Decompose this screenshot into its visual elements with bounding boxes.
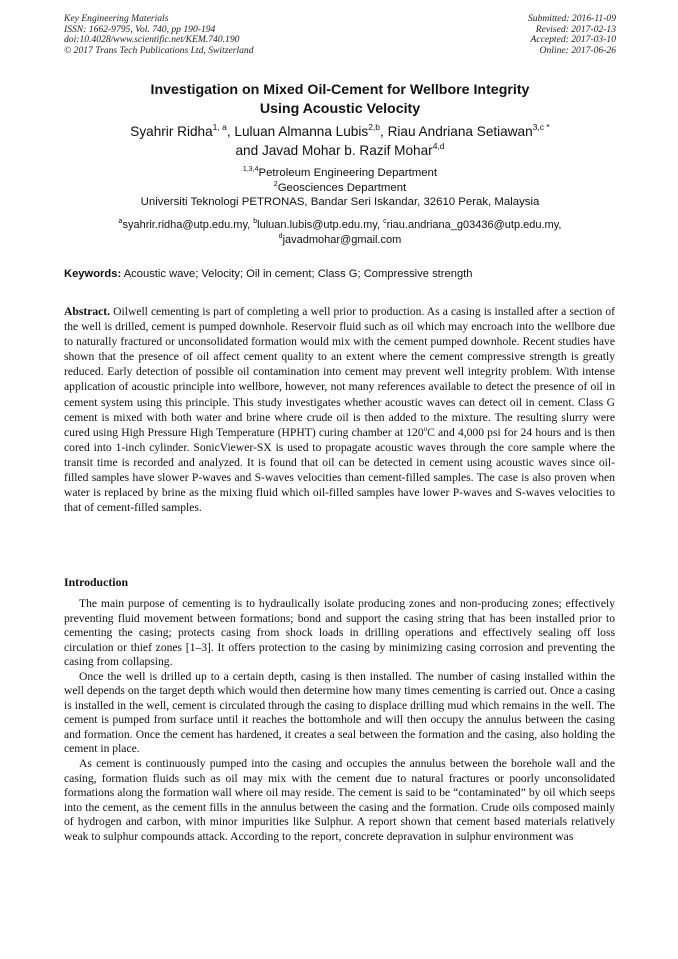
email-line-1 — [64, 218, 616, 233]
email-line-2 — [64, 233, 616, 248]
email-link[interactable]: javadmohar@gmail.com — [282, 233, 402, 246]
paper-title — [64, 81, 616, 119]
title-line-2: Using Acoustic Velocity — [259, 101, 421, 117]
revised-date: Revised: 2017-02-13 — [535, 23, 616, 35]
author-name: Luluan Almanna Lubis — [234, 124, 369, 139]
affiliation-text: Petroleum Engineering Department — [258, 167, 438, 179]
author-separator: and — [235, 143, 262, 158]
affiliation-2 — [64, 181, 616, 196]
paragraph: Once the well is drilled up to a certain depth, casing is then installed. The number of casing installed within the well depends on the target depth which would then determine how many times cementing is carried out. Once a casing is installed in the well, cement is circulated through the casing to displace drilling mud which remains in the well. The cement is pumped from surface until it reaches the bottomhole and will then occupy the annulus between the casing and formation. Once the cement has hardened, it creates a seal between the formation and the casing, also holding the cement in place. — [64, 669, 615, 756]
keywords-text: Acoustic wave; Velocity; Oil in cement; Class G; Compressive strength — [121, 268, 473, 280]
author-sup: 4,d — [432, 141, 445, 151]
affiliations — [64, 166, 616, 210]
university: Universiti Teknologi PETRONAS, Bandar Seri Iskandar, 32610 Perak, Malaysia — [140, 196, 540, 209]
copyright: © 2017 Trans Tech Publications Ltd, Switzerland — [64, 44, 254, 56]
author-line-2 — [64, 141, 616, 160]
dates-header — [528, 14, 616, 56]
affiliation-text: Geosciences Department — [277, 181, 407, 194]
author-line-1 — [64, 122, 616, 141]
section-heading-introduction: Introduction — [64, 575, 129, 589]
introduction-body — [64, 597, 615, 844]
abstract — [64, 304, 615, 515]
author-separator: , — [380, 124, 388, 139]
paragraph: As cement is continuously pumped into the casing and occupies the annulus between the borehole wall and the casing, formation fluids such as oil may mix with the cement due to natural fractures or poorly unconsolidated formations along the formation wall where oil may reside. The cement is said to be “contaminated” by oil which seeps into the cement, as the cement fills in the annulus between the casing and the formation. Crude oils composed mainly of hydrogen and carbon, with minor impurities like Sulphur. A report shown that cement based materials relatively weak to sulphur compounds attack. According to the report, concrete depravation in sulphur environment was — [64, 757, 615, 843]
email-link[interactable]: riau.andriana_g03436@utp.edu.my, — [386, 219, 562, 231]
author-name: Riau Andriana Setiawan — [387, 124, 533, 139]
abstract-text: Oilwell cementing is part of completing a well prior to production. As a casing is installed after a section of the well is drilled, cement is pumped downhole. Reservoir fluid such as oil which may encroach into the wellbore due to naturally fractured or unconsolidated formation would mix with the cement pumped downhole. Recent studies have shown that the presence of oil affect cement quality to an extent where the cement compressive strength is greatly reduced. Early detection of possible oil contamination into cement may prevent well integrity problem. With intense application of acoustic principle into wellbore, however, not many references available to detect the presence of oil in cement system using this principle. This study investigates whether acoustic waves can detect oil in cement. Class G cement is mixed with both water and brine where crude oil is then added to the mixture. The resulting slurry were cured using High Pressure High Temperature (HPHT) curing chamber at 120 — [64, 305, 615, 439]
affiliation-sup: 2 — [273, 180, 278, 188]
email-sup: b — [253, 218, 258, 225]
abstract-label: Abstract. — [64, 305, 111, 318]
online-date: Online: 2017-06-26 — [539, 44, 616, 56]
abstract-text: C and 4,000 psi for 24 hours and is then cored into 1-inch cylinder. SonicViewer-SX is used to propagate acoustic waves through the core sample where the transit time is recorded and analyzed. It is found that oil can be detected in cement using acoustic waves since oil-filled samples have slower P-waves and S-waves velocities than cement-filled samples. The case is also proven when water is replaced by brine as the mixing fluid which oil-filled samples have lower P-waves and S-waves velocities to that of cement-filled samples. — [64, 425, 615, 515]
email-link[interactable]: luluan.lubis@utp.edu.my, — [257, 219, 384, 231]
author-separator: , — [226, 124, 235, 139]
journal-header — [64, 14, 254, 56]
degree-sup: o — [423, 424, 428, 433]
email-sup: a — [118, 218, 123, 225]
email-sup: d — [278, 232, 283, 240]
keywords-label: Keywords: — [64, 268, 122, 280]
submitted-date: Submitted: 2016-11-09 — [527, 13, 616, 24]
accepted-date: Accepted: 2017-03-10 — [530, 34, 616, 46]
email-link[interactable]: syahrir.ridha@utp.edu.my, — [122, 219, 254, 231]
email-sup: c — [383, 218, 387, 225]
author-name: Syahrir Ridha — [130, 124, 213, 139]
author-list — [64, 122, 616, 160]
author-sup: 3,c * — [532, 122, 550, 132]
paragraph: The main purpose of cementing is to hydraulically isolate producing zones and non-producing zones; effectively preventing fluid movement between formations; bond and support the casing string that has been installed prior to cementing the casing; protects casing from shock loads in drilling operations and effectively sealing off loss circulation or thief zones [1–3]. It offers protection to the casing by minimizing casing corrosion and preventing the casing from collapsing. — [64, 597, 615, 669]
affiliation-1 — [64, 166, 616, 181]
journal-name: Key Engineering Materials — [64, 13, 169, 24]
affiliation-sup: 1,3,4 — [242, 166, 259, 173]
author-sup: 1, a — [212, 122, 227, 132]
author-emails — [64, 218, 616, 247]
title-line-1: Investigation on Mixed Oil-Cement for Wellbore Integrity — [150, 82, 530, 98]
doi: doi:10.4028/www.scientific.net/KEM.740.190 — [64, 34, 240, 46]
issn: ISSN: 1662-9795, Vol. 740, pp 190-194 — [64, 23, 216, 35]
keywords — [64, 267, 616, 281]
author-sup: 2,b — [368, 122, 381, 132]
author-name: Javad Mohar b. Razif Mohar — [261, 143, 433, 158]
